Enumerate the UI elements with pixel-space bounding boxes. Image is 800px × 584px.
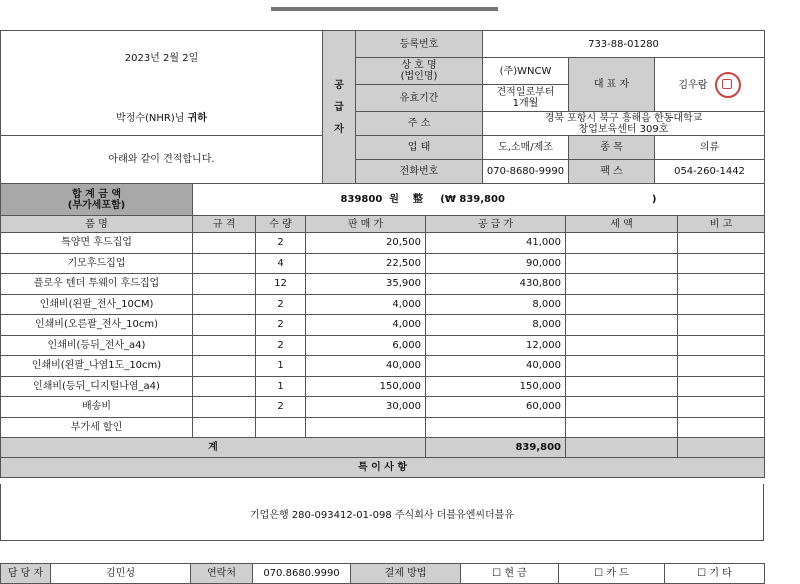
item-qty: 2 bbox=[256, 294, 306, 315]
item-spec bbox=[193, 315, 256, 336]
item-price bbox=[306, 417, 426, 438]
company-label-line: 상 호 명 bbox=[401, 60, 437, 71]
reg-no-value: 733-88-01280 bbox=[483, 31, 765, 58]
fax-label: 팩 스 bbox=[569, 160, 655, 184]
table-row bbox=[1, 233, 765, 254]
table-row bbox=[1, 417, 765, 438]
total-amount-number: (₩ 839,800 bbox=[440, 194, 505, 205]
validity-line: 견적일로부터 bbox=[496, 87, 555, 98]
item-tax bbox=[566, 233, 678, 254]
item-supply bbox=[426, 417, 566, 438]
contact-label: 연락처 bbox=[191, 564, 253, 584]
manager-label: 담 당 자 bbox=[1, 564, 51, 584]
total-amount-text: 839800 bbox=[340, 194, 383, 205]
column-header: 품 명 bbox=[1, 216, 193, 233]
item-supply: 40,000 bbox=[426, 356, 566, 377]
total-amount bbox=[193, 184, 765, 216]
item-supply: 60,000 bbox=[426, 397, 566, 418]
total-jeong: 整 bbox=[412, 194, 423, 205]
remarks-box bbox=[0, 484, 764, 541]
representative-label: 대 표 자 bbox=[569, 58, 655, 112]
payment-card[interactable] bbox=[559, 564, 665, 584]
recipient-honorific: 귀하 bbox=[187, 113, 207, 124]
total-close-paren: ) bbox=[651, 194, 657, 205]
supplier-label-char: 공 bbox=[334, 79, 344, 91]
item-type-value: 의류 bbox=[655, 136, 765, 160]
column-header: 세 액 bbox=[566, 216, 678, 233]
table-row bbox=[1, 335, 765, 356]
company-value: (주)WNCW bbox=[483, 58, 569, 85]
total-label-line: 합 계 금 액 bbox=[71, 188, 122, 200]
card-label: 카 드 bbox=[606, 568, 629, 579]
item-tax bbox=[566, 253, 678, 274]
item-price: 22,500 bbox=[306, 253, 426, 274]
column-header: 수 량 bbox=[256, 216, 306, 233]
phone-label: 전화번호 bbox=[356, 160, 483, 184]
item-name: 기모후드집업 bbox=[1, 253, 193, 274]
validity-line: 1개월 bbox=[512, 98, 539, 109]
reg-no-label: 등록번호 bbox=[356, 31, 483, 58]
item-qty: 1 bbox=[256, 376, 306, 397]
item-name: 부가세 할인 bbox=[1, 417, 193, 438]
item-tax bbox=[566, 376, 678, 397]
supplier-label-char: 자 bbox=[334, 123, 344, 135]
other-checkbox-icon[interactable]: ☐ bbox=[697, 568, 707, 579]
item-tax bbox=[566, 335, 678, 356]
address-line: 창업보육센터 309호 bbox=[578, 123, 669, 135]
footer-table bbox=[0, 563, 765, 584]
business-value: 도,소매/제조 bbox=[483, 136, 569, 160]
item-supply: 430,800 bbox=[426, 274, 566, 295]
item-note bbox=[678, 274, 765, 295]
total-label bbox=[1, 184, 193, 216]
item-price: 150,000 bbox=[306, 376, 426, 397]
item-spec bbox=[193, 417, 256, 438]
column-header: 공 급 가 bbox=[426, 216, 566, 233]
item-spec bbox=[193, 397, 256, 418]
item-qty: 2 bbox=[256, 397, 306, 418]
cash-label: 현 금 bbox=[504, 568, 527, 579]
company-label bbox=[356, 58, 483, 85]
item-qty: 2 bbox=[256, 233, 306, 254]
manager-value: 김민성 bbox=[51, 564, 191, 584]
item-note bbox=[678, 376, 765, 397]
item-supply: 41,000 bbox=[426, 233, 566, 254]
top-divider-bar bbox=[271, 7, 498, 11]
item-rows bbox=[1, 233, 765, 438]
column-header: 비 고 bbox=[678, 216, 765, 233]
payment-other[interactable] bbox=[665, 564, 765, 584]
supplier-label bbox=[323, 31, 356, 184]
item-name: 인쇄비(등뒤_전사_a4) bbox=[1, 335, 193, 356]
address-line: 경북 포항시 북구 흥해읍 한동대학교 bbox=[544, 112, 703, 124]
item-name: 인쇄비(등뒤_디지털나염_a4) bbox=[1, 376, 193, 397]
company-label-line: (법인명) bbox=[400, 71, 438, 82]
supplier-label-char: 급 bbox=[334, 101, 344, 113]
cash-checkbox-icon[interactable]: ☐ bbox=[492, 568, 502, 579]
payment-label: 결제 방법 bbox=[351, 564, 461, 584]
item-name: 인쇄비(왼팔_전사_10CM) bbox=[1, 294, 193, 315]
item-note bbox=[678, 417, 765, 438]
contact-value: 070.8680.9990 bbox=[253, 564, 351, 584]
item-qty: 2 bbox=[256, 315, 306, 336]
item-tax bbox=[566, 417, 678, 438]
item-supply: 150,000 bbox=[426, 376, 566, 397]
item-tax bbox=[566, 294, 678, 315]
item-note bbox=[678, 335, 765, 356]
column-header: 판 매 가 bbox=[306, 216, 426, 233]
remarks-text: 기업은행 280-093412-01-098 주식회사 더블유엔씨더블유 bbox=[250, 510, 514, 521]
recipient-cell bbox=[1, 31, 323, 136]
item-note bbox=[678, 356, 765, 377]
business-label: 업 태 bbox=[356, 136, 483, 160]
table-row bbox=[1, 397, 765, 418]
payment-cash[interactable] bbox=[461, 564, 559, 584]
item-note bbox=[678, 253, 765, 274]
item-price: 35,900 bbox=[306, 274, 426, 295]
item-name: 배송비 bbox=[1, 397, 193, 418]
message-cell bbox=[1, 136, 323, 184]
representative-value: 김우람 bbox=[678, 79, 708, 91]
header-table bbox=[0, 30, 765, 184]
table-row bbox=[1, 356, 765, 377]
table-row bbox=[1, 376, 765, 397]
item-price: 6,000 bbox=[306, 335, 426, 356]
item-note bbox=[678, 233, 765, 254]
item-price: 4,000 bbox=[306, 315, 426, 336]
item-spec bbox=[193, 376, 256, 397]
sum-row bbox=[1, 438, 765, 458]
table-row bbox=[1, 274, 765, 295]
item-qty bbox=[256, 417, 306, 438]
recipient-name: 박정수(NHR)님 bbox=[116, 113, 185, 124]
item-qty: 2 bbox=[256, 335, 306, 356]
item-name: 특양면 후드집업 bbox=[1, 233, 193, 254]
item-spec bbox=[193, 294, 256, 315]
address-value bbox=[483, 112, 765, 136]
item-note bbox=[678, 397, 765, 418]
quote-message: 아래와 같이 견적합니다. bbox=[108, 154, 215, 165]
card-checkbox-icon[interactable]: ☐ bbox=[594, 568, 604, 579]
item-tax bbox=[566, 315, 678, 336]
item-spec bbox=[193, 233, 256, 254]
sum-label: 계 bbox=[1, 438, 426, 458]
item-tax bbox=[566, 397, 678, 418]
total-label-line: (부가세포함) bbox=[67, 199, 126, 211]
company-seal-icon bbox=[715, 72, 741, 98]
item-supply: 90,000 bbox=[426, 253, 566, 274]
table-row bbox=[1, 315, 765, 336]
item-supply: 8,000 bbox=[426, 315, 566, 336]
phone-value: 070-8680-9990 bbox=[483, 160, 569, 184]
item-qty: 1 bbox=[256, 356, 306, 377]
sum-supply: 839,800 bbox=[426, 438, 566, 458]
item-spec bbox=[193, 335, 256, 356]
address-label: 주 소 bbox=[356, 112, 483, 136]
item-qty: 12 bbox=[256, 274, 306, 295]
item-supply: 12,000 bbox=[426, 335, 566, 356]
quote-date: 2023년 2월 2일 bbox=[124, 53, 199, 64]
total-won: 원 bbox=[389, 194, 399, 205]
item-spec bbox=[193, 356, 256, 377]
item-spec bbox=[193, 274, 256, 295]
remarks-title: 특 이 사 항 bbox=[1, 458, 765, 478]
item-note bbox=[678, 294, 765, 315]
item-name: 인쇄비(왼팔_나염1도_10cm) bbox=[1, 356, 193, 377]
fax-value: 054-260-1442 bbox=[655, 160, 765, 184]
item-name: 플로우 텐더 투웨이 후드집업 bbox=[1, 274, 193, 295]
item-price: 40,000 bbox=[306, 356, 426, 377]
item-price: 30,000 bbox=[306, 397, 426, 418]
validity-value bbox=[483, 85, 569, 112]
item-tax bbox=[566, 274, 678, 295]
item-note bbox=[678, 315, 765, 336]
item-name: 인쇄비(오른팔_전사_10cm) bbox=[1, 315, 193, 336]
item-type-label: 종 목 bbox=[569, 136, 655, 160]
item-price: 4,000 bbox=[306, 294, 426, 315]
item-supply: 8,000 bbox=[426, 294, 566, 315]
column-header: 규 격 bbox=[193, 216, 256, 233]
item-price: 20,500 bbox=[306, 233, 426, 254]
column-header-row bbox=[1, 216, 765, 233]
item-qty: 4 bbox=[256, 253, 306, 274]
recipient bbox=[1, 113, 322, 124]
items-table bbox=[0, 183, 765, 478]
validity-label: 유효기간 bbox=[356, 85, 483, 112]
table-row bbox=[1, 253, 765, 274]
table-row bbox=[1, 294, 765, 315]
item-tax bbox=[566, 356, 678, 377]
item-spec bbox=[193, 253, 256, 274]
other-label: 기 타 bbox=[709, 568, 732, 579]
sum-tax bbox=[566, 438, 678, 458]
sum-note bbox=[678, 438, 765, 458]
representative-cell bbox=[655, 58, 765, 112]
